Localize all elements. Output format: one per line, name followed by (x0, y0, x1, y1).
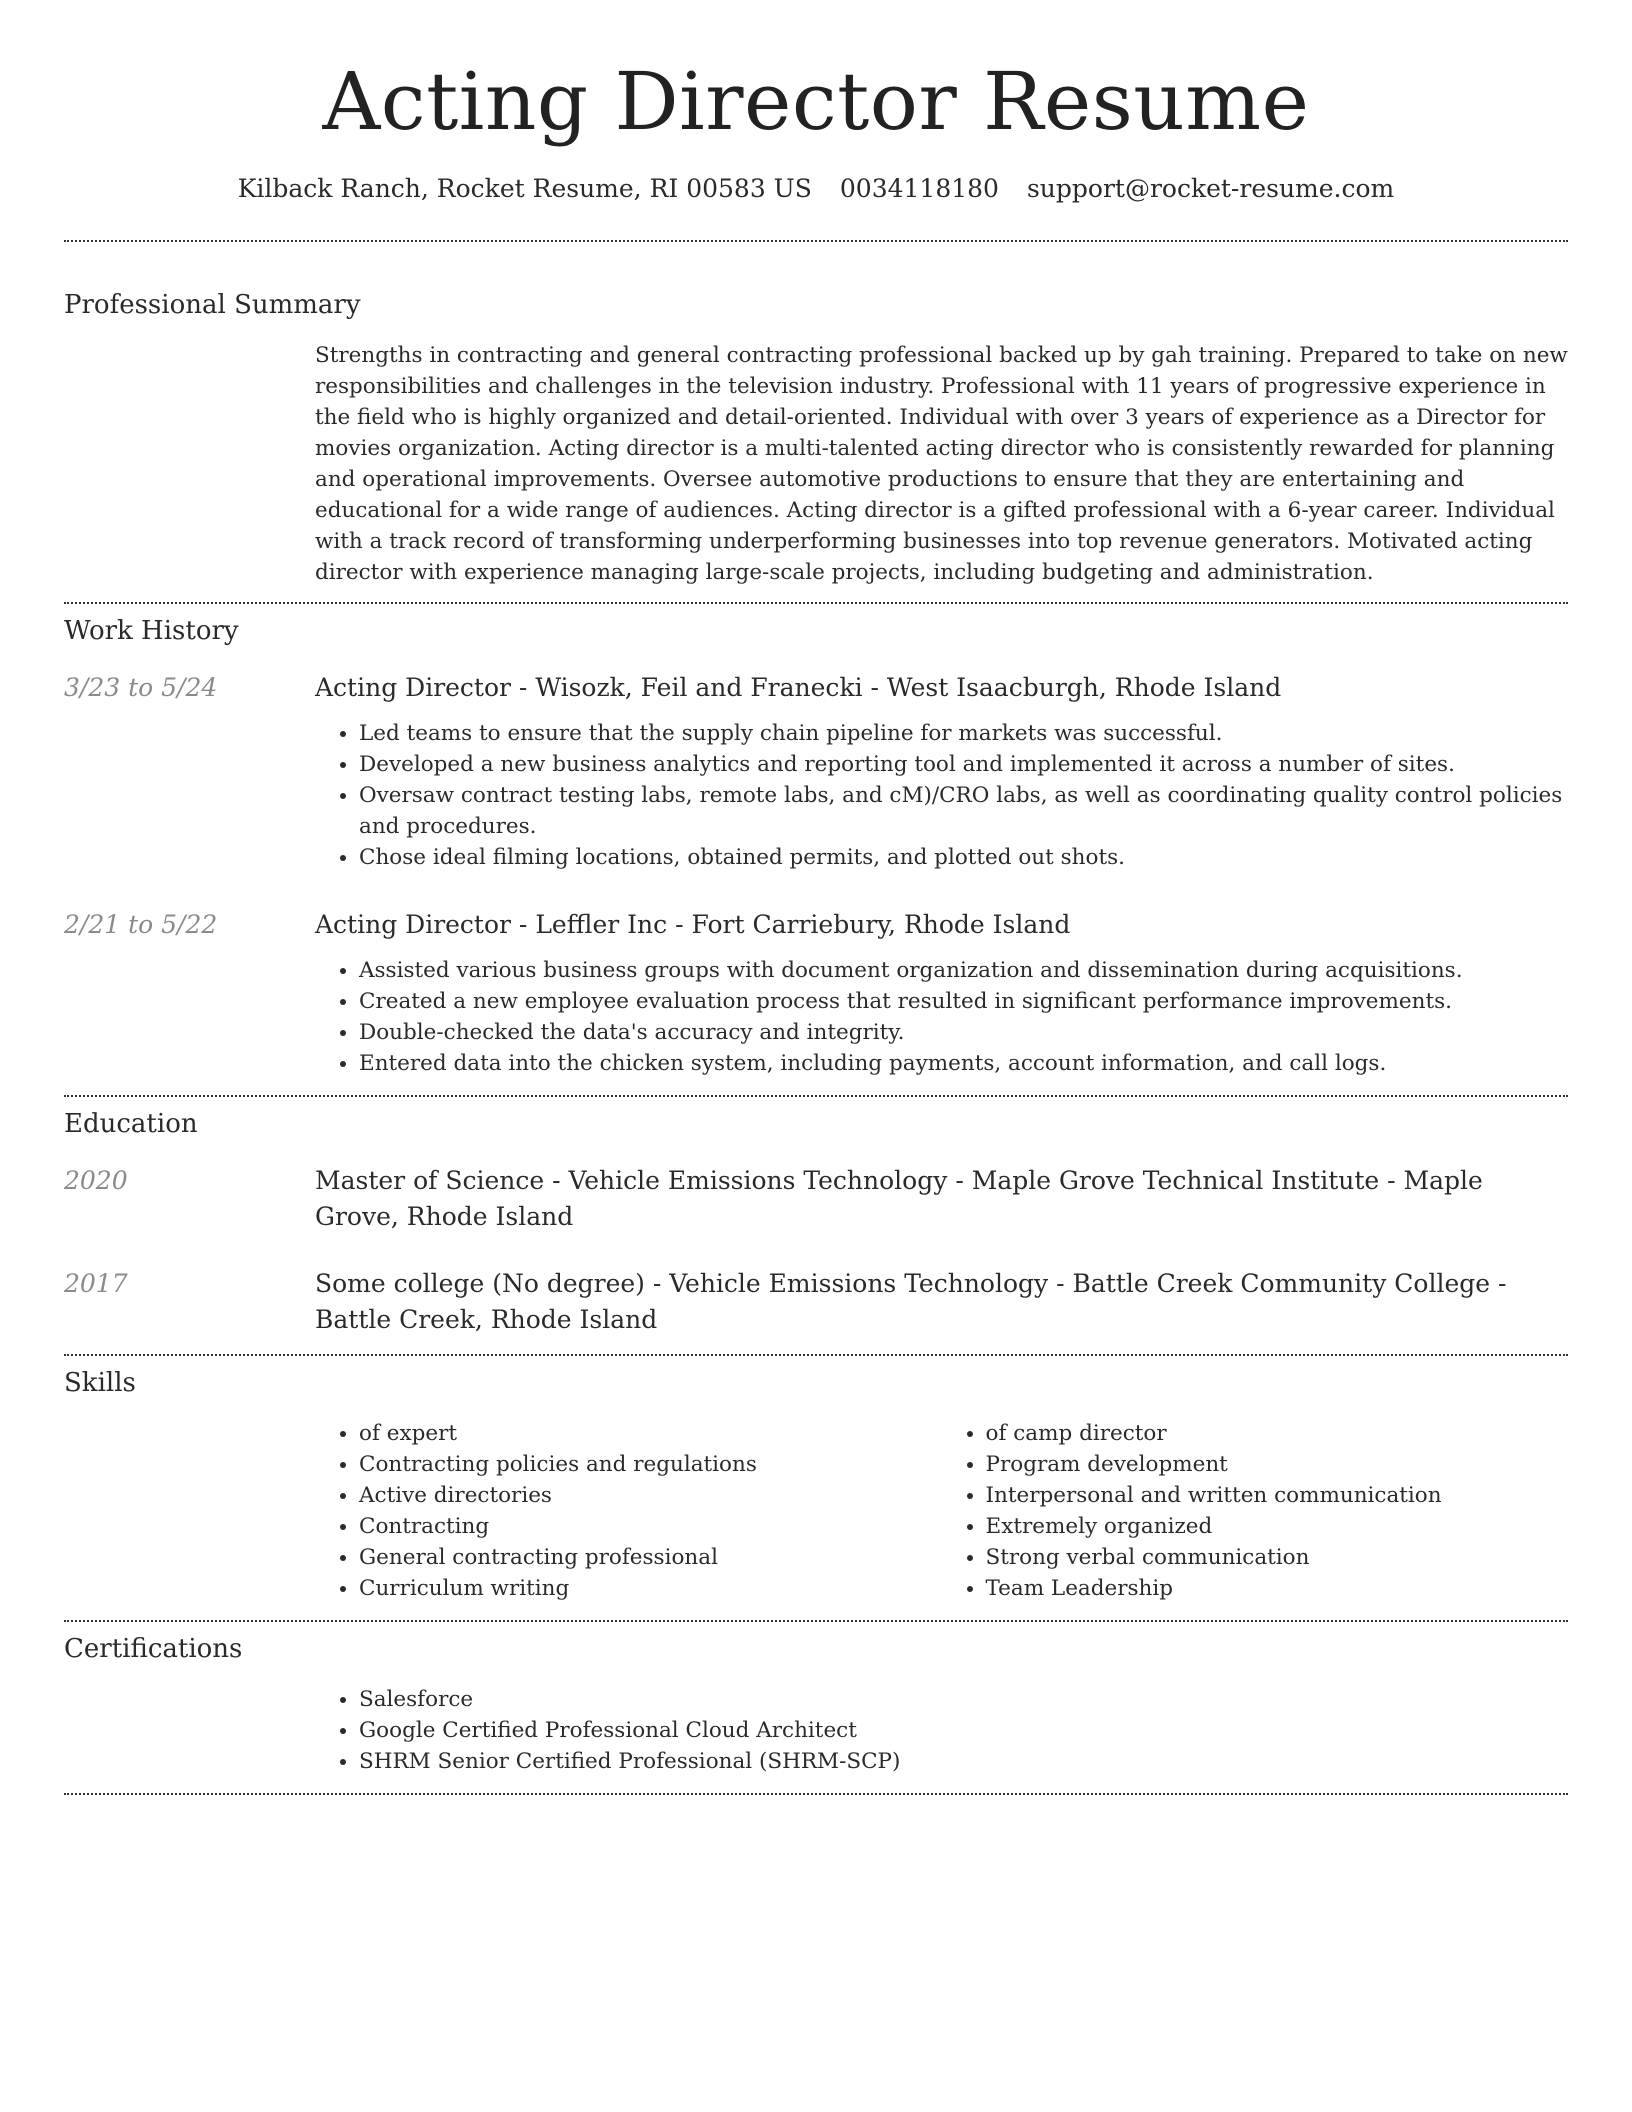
skill-item: • Active directories (359, 1480, 942, 1511)
divider (64, 1793, 1568, 1795)
job-bullet: • Chose ideal filming locations, obtained permits, and plotted out shots. (359, 842, 1568, 873)
job-bullet: • Entered data into the chicken system, including payments, account information, and call logs. (359, 1048, 1568, 1079)
certification-item: • Google Certified Professional Cloud Architect (359, 1715, 1568, 1746)
skills-heading: Skills (64, 1368, 136, 1398)
job-title: Acting Director - Leffler Inc - Fort Carriebury, Rhode Island (315, 910, 1071, 939)
certifications-list (315, 1684, 1568, 1777)
education-title (315, 1163, 1568, 1235)
skill-item: • General contracting professional (359, 1542, 942, 1573)
certification-item: • Salesforce (359, 1684, 1568, 1715)
skill-item: • Contracting policies and regulations (359, 1449, 942, 1480)
contact-address: Kilback Ranch, Rocket Resume, RI 00583 US (237, 174, 812, 203)
resume-page (64, 0, 1568, 1795)
education-title (315, 1266, 1568, 1338)
job-entry (64, 670, 1568, 873)
job-bullet: • Led teams to ensure that the supply chain pipeline for markets was successful. (359, 718, 1568, 749)
certifications-section (64, 1622, 1568, 1777)
skill-item: • Strong verbal communication (986, 1542, 1569, 1573)
certification-item: • SHRM Senior Certified Professional (SHRM-SCP) (359, 1746, 1568, 1777)
work-heading: Work History (64, 616, 239, 646)
resume-title: Acting Director Resume (322, 55, 1310, 148)
skills-grid (315, 1418, 1568, 1604)
education-section (64, 1097, 1568, 1338)
contact-email[interactable]: support@rocket-resume.com (1026, 174, 1395, 203)
education-year: 2020 (64, 1166, 128, 1195)
job-bullet: • Oversaw contract testing labs, remote labs, and cM)/CRO labs, as well as coordinating quality control policies and procedures. (359, 780, 1568, 842)
education-degree: Some college (No degree) - Vehicle Emissions Technology (315, 1269, 1049, 1298)
job-dates: 3/23 to 5/24 (64, 673, 218, 702)
job-bullet: • Developed a new business analytics and reporting tool and implemented it across a number of sites. (359, 749, 1568, 780)
education-school: - Battle Creek Community College - Battle Creek, Rhode Island (315, 1269, 1507, 1334)
education-year: 2017 (64, 1269, 128, 1298)
summary-section (64, 242, 1568, 588)
job-dates: 2/21 to 5/22 (64, 910, 218, 939)
education-entry (64, 1266, 1568, 1338)
summary-heading: Professional Summary (64, 290, 361, 320)
work-section (64, 604, 1568, 1079)
job-bullets (315, 955, 1568, 1079)
education-entry (64, 1163, 1568, 1235)
skill-item: • Curriculum writing (359, 1573, 942, 1604)
certifications-heading: Certifications (64, 1634, 243, 1664)
skills-list-left (315, 1418, 942, 1604)
skill-item: • of camp director (986, 1418, 1569, 1449)
skill-item: • Team Leadership (986, 1573, 1569, 1604)
job-bullets (315, 718, 1568, 873)
job-bullet: • Double-checked the data's accuracy and integrity. (359, 1017, 1568, 1048)
skill-item: • of expert (359, 1418, 942, 1449)
job-bullet: • Assisted various business groups with document organization and dissemination during acquisitions. (359, 955, 1568, 986)
skills-list-right (942, 1418, 1569, 1604)
contact-line (64, 172, 1568, 206)
skill-item: • Interpersonal and written communication (986, 1480, 1569, 1511)
education-school: - Maple Grove Technical Institute - Maple Grove, Rhode Island (315, 1166, 1483, 1231)
education-heading: Education (64, 1109, 198, 1139)
skill-item: • Extremely organized (986, 1511, 1569, 1542)
summary-text: Strengths in contracting and general contracting professional backed up by gah training. Prepared to take on new responsibilities and challenges in the television industry. Professional with 11 years of progressive experience in the field who is highly organized and detail-oriented. Individual with over 3 years of experience as a Director for movies organization. Acting director is a multi-talented acting director who is consistently rewarded for planning and operational improvements. Oversee automotive productions to ensure that they are entertaining and educational for a wide range of audiences. Acting director is a gifted professional with a 6-year career. Individual with a track record of transforming underperforming businesses into top revenue generators. Motivated acting director with experience managing large-scale projects, including budgeting and administration. (315, 343, 1568, 585)
skill-item: • Contracting (359, 1511, 942, 1542)
contact-phone: 0034118180 (839, 174, 999, 203)
skill-item: • Program development (986, 1449, 1569, 1480)
education-degree: Master of Science - Vehicle Emissions Technology (315, 1166, 948, 1195)
job-title: Acting Director - Wisozk, Feil and Franecki - West Isaacburgh, Rhode Island (315, 673, 1282, 702)
job-entry (64, 907, 1568, 1079)
skills-section (64, 1356, 1568, 1604)
job-bullet: • Created a new employee evaluation process that resulted in significant performance improvements. (359, 986, 1568, 1017)
